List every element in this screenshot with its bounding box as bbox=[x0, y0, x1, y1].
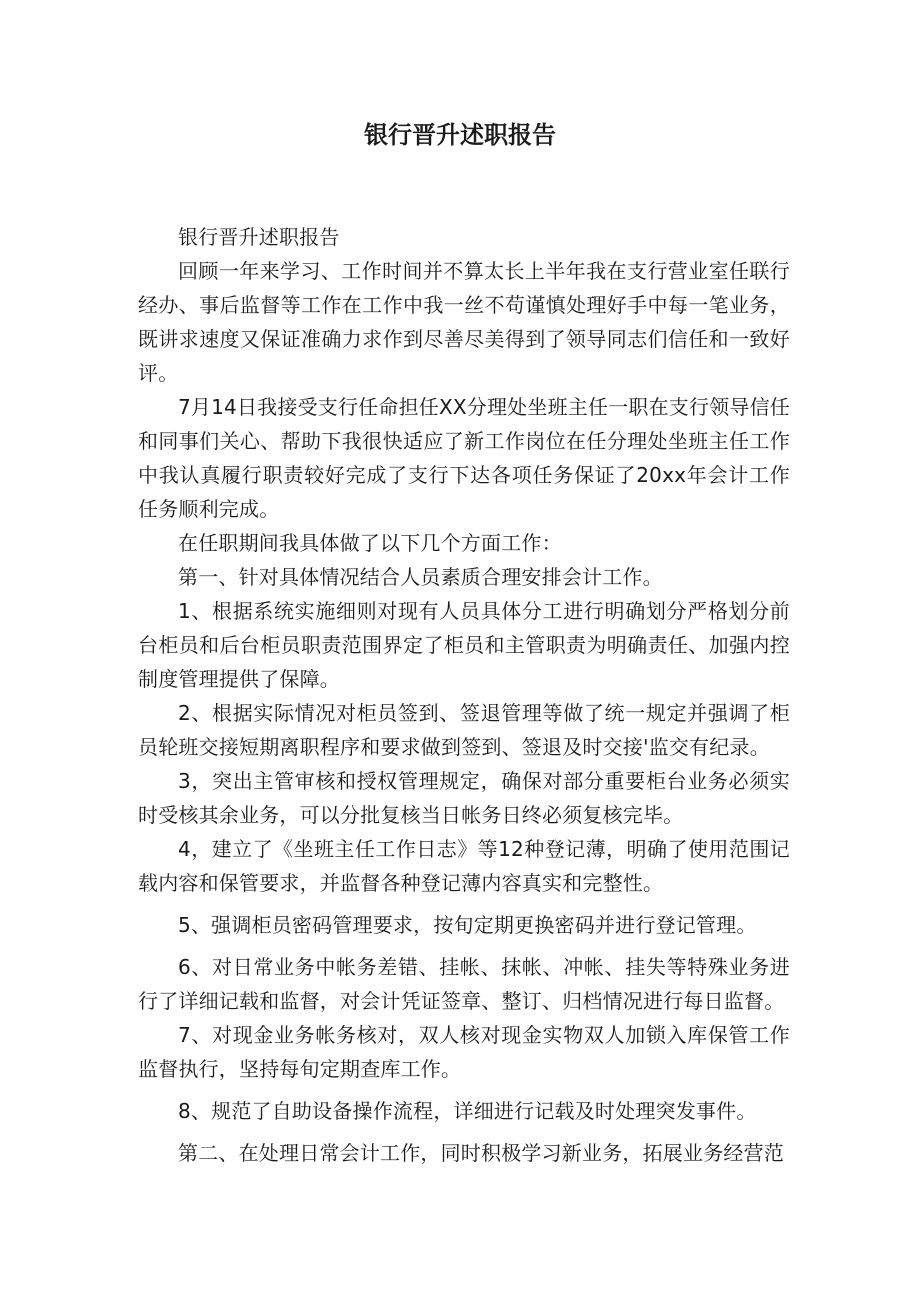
paragraph-item-2: 2、根据实际情况对柜员签到、签退管理等做了统一规定并强调了柜员轮班交接短期离职程序和要求做到签到、签退及时交接'监交有纪录。 bbox=[138, 701, 790, 759]
paragraph-item-5: 5、强调柜员密码管理要求，按旬定期更换密码并进行登记管理。 bbox=[178, 913, 757, 937]
paragraph-item-4: 4，建立了《坐班主任工作日志》等12种登记薄，明确了使用范围记载内容和保管要求，并监督各种登记薄内容真实和完整性。 bbox=[138, 837, 790, 895]
paragraph-item-3: 3，突出主管审核和授权管理规定，确保对部分重要柜台业务必须实时受核其余业务，可以分批复核当日帐务日终必须复核完毕。 bbox=[138, 769, 790, 827]
paragraph-heading-repeat: 银行晋升述职报告 bbox=[178, 225, 340, 249]
paragraph-section-one: 第一、针对具体情况结合人员素质合理安排会计工作。 bbox=[178, 565, 663, 589]
paragraph-review: 回顾一年来学习、工作时间并不算太长上半年我在支行营业室任联行经办、事后监督等工作在工作中我一丝不苟谨慎处理好手中每一笔业务，既讲求速度又保证准确力求作到尽善尽美得到了领导同志们信任和一致好评。 bbox=[138, 259, 790, 385]
paragraph-appointment: 7月14日我接受支行任命担任XX分理处坐班主任一职在支行领导信任和同事们关心、帮助下我很快适应了新工作岗位在任分理处坐班主任工作中我认真履行职责较好完成了支行下达各项任务保证了20xx年会计工作任务顺利完成。 bbox=[138, 395, 790, 521]
document-body bbox=[138, 220, 790, 1170]
paragraph-section-two: 第二、在处理日常会计工作，同时积极学习新业务，拓展业务经营范 bbox=[178, 1141, 784, 1165]
paragraph-item-1: 1、根据系统实施细则对现有人员具体分工进行明确划分严格划分前台柜员和后台柜员职责范围界定了柜员和主管职责为明确责任、加强内控制度管理提供了保障。 bbox=[138, 599, 790, 691]
paragraph-item-7: 7、对现金业务帐务核对，双人核对现金实物双人加锁入库保管工作监督执行，坚持每旬定期查库工作。 bbox=[138, 1023, 790, 1081]
paragraph-item-6: 6、对日常业务中帐务差错、挂帐、抹帐、冲帐、挂失等特殊业务进行了详细记载和监督，对会计凭证签章、整订、归档情况进行每日监督。 bbox=[138, 955, 790, 1013]
paragraph-intro-list: 在任职期间我具体做了以下几个方面工作： bbox=[178, 531, 562, 555]
document-title: 银行晋升述职报告 bbox=[364, 121, 556, 149]
paragraph-item-8: 8、规范了自助设备操作流程，详细进行记载及时处理突发事件。 bbox=[178, 1099, 757, 1123]
